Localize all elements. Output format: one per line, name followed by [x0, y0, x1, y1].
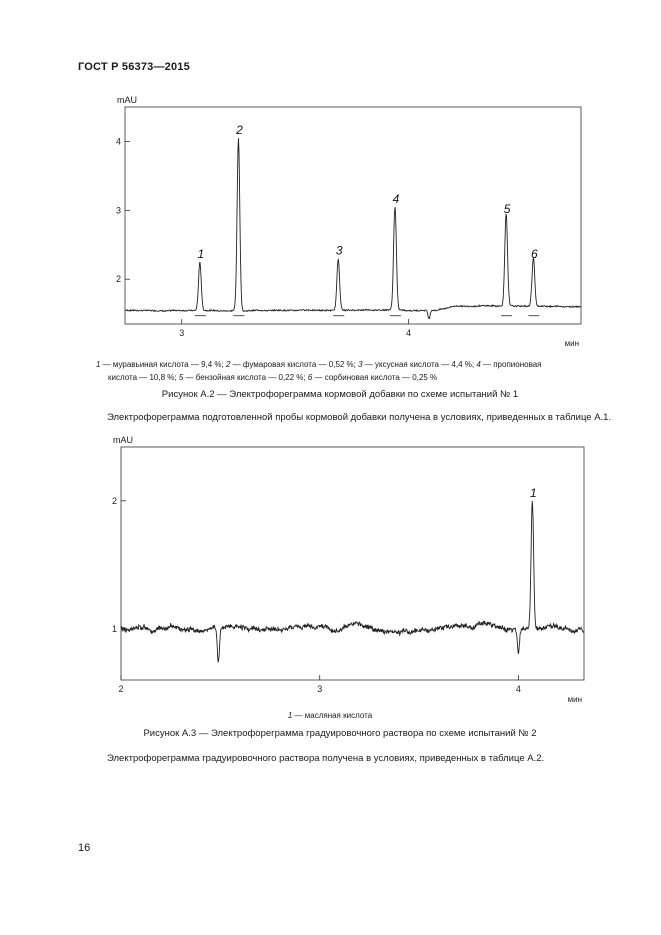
chart-a2-svg [95, 92, 590, 352]
legend-a2-l1-text-3: — пропионовая [480, 360, 542, 369]
chart-a3-xlabel: мин [567, 695, 582, 704]
document-header: ГОСТ Р 56373—2015 [78, 61, 190, 73]
chart-a3-peak-label-0: 1 [529, 485, 537, 500]
chart-a2-frame [125, 107, 581, 324]
legend-a2 [96, 358, 596, 384]
legend-a2-l2-text-2: — сорбиновая кислота — 0,25 % [312, 373, 438, 382]
legend-a2-l1-num-2: 3 [358, 360, 363, 369]
legend-a3-text: — масляная кислота [292, 711, 373, 720]
legend-a2-l1-num-1: 2 [225, 360, 231, 369]
chart-a2-xtick-label-0: 3 [179, 328, 185, 338]
chart-a3-frame [121, 447, 584, 680]
caption-a3: Рисунок А.3 — Электрофореграмма градуировочного раствора по схеме испытаний № 2 [143, 728, 537, 739]
legend-a3 [200, 711, 460, 720]
chart-a2 [95, 92, 590, 352]
chart-a3-signal-line [121, 501, 584, 662]
chart-a3-xtick-label-2: 4 [515, 684, 521, 694]
legend-a2-l2-num-1: 5 [178, 373, 184, 382]
chart-a3-ylabel: mAU [113, 435, 133, 445]
chart-a2-signal-line [125, 138, 581, 318]
chart-a2-ytick-label-2: 4 [115, 136, 121, 147]
legend-a2-l1-num-3: 4 [476, 360, 481, 369]
chart-a2-xtick-label-1: 4 [406, 328, 412, 338]
chart-a2-xlabel: мин [564, 339, 579, 348]
chart-a2-peak-label-3: 4 [392, 191, 400, 206]
chart-a2-peak-label-1: 2 [236, 123, 243, 137]
legend-a2-l1-text-2: — уксусная кислота — 4,4 %; [362, 360, 477, 369]
legend-a2-l2-text-0: кислота — 10,8 %; [108, 373, 179, 382]
chart-a2-ylabel: mAU [117, 95, 137, 105]
chart-a2-peak-label-0: 1 [197, 247, 205, 261]
legend-a2-l1-num-0: 1 [96, 360, 101, 369]
chart-a3-xtick-label-0: 2 [118, 684, 124, 694]
legend-a2-l1-text-1: — фумаровая кислота — 0,52 %; [230, 360, 359, 369]
legend-a2-l1-text-0: — муравьиная кислота — 9,4 %; [100, 360, 226, 369]
paragraph-a3: Электрофореграмма градуировочного раствора получена в условиях, приведенных в таблице А.2. [107, 753, 545, 764]
chart-a2-peak-label-2: 3 [335, 243, 343, 258]
paragraph-a2: Электрофореграмма подготовленной пробы кормовой добавки получена в условиях, приведенных в таблице А.1. [107, 412, 612, 423]
chart-a2-peak-label-5: 6 [531, 247, 538, 261]
chart-a2-peak-label-4: 5 [503, 202, 511, 217]
chart-a2-ytick-label-0: 2 [115, 274, 121, 285]
chart-a3-ytick-label-1: 2 [111, 495, 117, 506]
legend-a2-line-1 [96, 358, 596, 371]
chart-a3 [80, 430, 595, 705]
legend-a3-number: 1 [287, 711, 293, 720]
chart-a3-svg [80, 430, 595, 705]
legend-a2-l2-num-2: 6 [307, 373, 313, 382]
legend-a2-l2-text-1: — бензойная кислота — 0,22 %; [183, 373, 308, 382]
chart-a2-ytick-label-1: 3 [115, 205, 121, 216]
page-number: 16 [78, 842, 91, 854]
chart-a3-ytick-label-0: 1 [111, 623, 117, 634]
chart-a3-xtick-label-1: 3 [317, 684, 323, 694]
caption-a2: Рисунок А.2 — Электрофореграмма кормовой добавки по схеме испытаний № 1 [161, 389, 519, 400]
legend-a2-line-2 [96, 371, 596, 384]
